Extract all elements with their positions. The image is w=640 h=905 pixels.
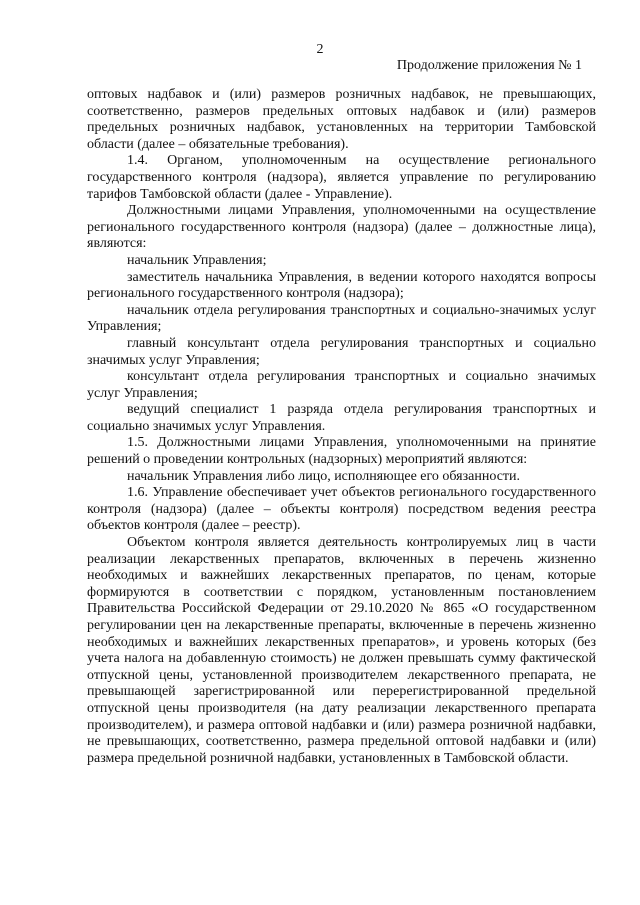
list-item-consultant: консультант отдела регулирования транспортных и социально значимых услуг Управления; (87, 369, 596, 401)
page-number: 2 (316, 42, 324, 57)
paragraph-officials-intro: Должностными лицами Управления, уполномоченными на осуществление регионального государственного контроля (надзора) (далее – должностные лица), являются: (87, 203, 596, 252)
paragraph-1-4-control-body: 1.4. Органом, уполномоченным на осуществление регионального государственного контроля (надзора), является управление по регулированию тарифов Тамбовской области (далее - Управление). (87, 153, 596, 202)
document-body (87, 87, 596, 767)
paragraph-1-6-registry: 1.6. Управление обеспечивает учет объектов регионального государственного контроля (надзора) (далее – объекты контроля) посредством ведения реестра объектов контроля (далее – реестр). (87, 485, 596, 534)
list-item-deputy-head: заместитель начальника Управления, в ведении которого находятся вопросы регионального государственного контроля (надзора); (87, 269, 596, 302)
appendix-continuation-note: Продолжение приложения № 1 (396, 58, 582, 73)
paragraph-control-object: Объектом контроля является деятельность контролируемых лиц в части реализации лекарственных препаратов, включенных в перечень жизненно необходимых и важнейших лекарственных препаратов, по ценам, которые формируются в соответствии с порядком, установленным постановлением Правительства Российской Федерации от 29.10.2020 № 865 «О государственном регулировании цен на лекарственные препараты, включенные в перечень жизненно необходимых и важнейших лекарственных препаратов», и уровень которых (без учета налога на добавленную стоимость) не должен превышать сумму фактической отпускной цены, установленной производителем лекарственного препарата, не превышающей зарегистрированной или перерегистрированной предельной отпускной цены производителя (на дату реализации лекарственного препарата производителем), и размера оптовой надбавки и (или) размера розничной надбавки, не превышающих, соответственно, размера предельной оптовой надбавки и (или) размера предельной розничной надбавки, установленных в Тамбовской области. (87, 535, 596, 766)
list-item-head-of-department: начальник Управления; (127, 252, 267, 268)
paragraph-1-5-decision-officials: 1.5. Должностными лицами Управления, уполномоченными на принятие решений о проведении контрольных (надзорных) мероприятий являются: (87, 435, 596, 468)
list-item-head-or-acting: начальник Управления либо лицо, исполняющее его обязанности. (127, 468, 521, 484)
list-item-leading-specialist: ведущий специалист 1 разряда отдела регулирования транспортных и социально значимых услуг Управления. (87, 402, 596, 434)
list-item-head-of-transport-section: начальник отдела регулирования транспортных и социально-значимых услуг Управления; (87, 302, 596, 335)
paragraph-obligatory-requirements-end: оптовых надбавок и (или) размеров розничных надбавок, не превышающих, соответственно, размеров предельных оптовых надбавок и (или) размеров предельных розничных надбавок, установленных на территории Тамбовской области (далее – обязательные требования). (87, 87, 596, 152)
list-item-chief-consultant: главный консультант отдела регулирования транспортных и социально значимых услуг Управления; (87, 335, 596, 368)
